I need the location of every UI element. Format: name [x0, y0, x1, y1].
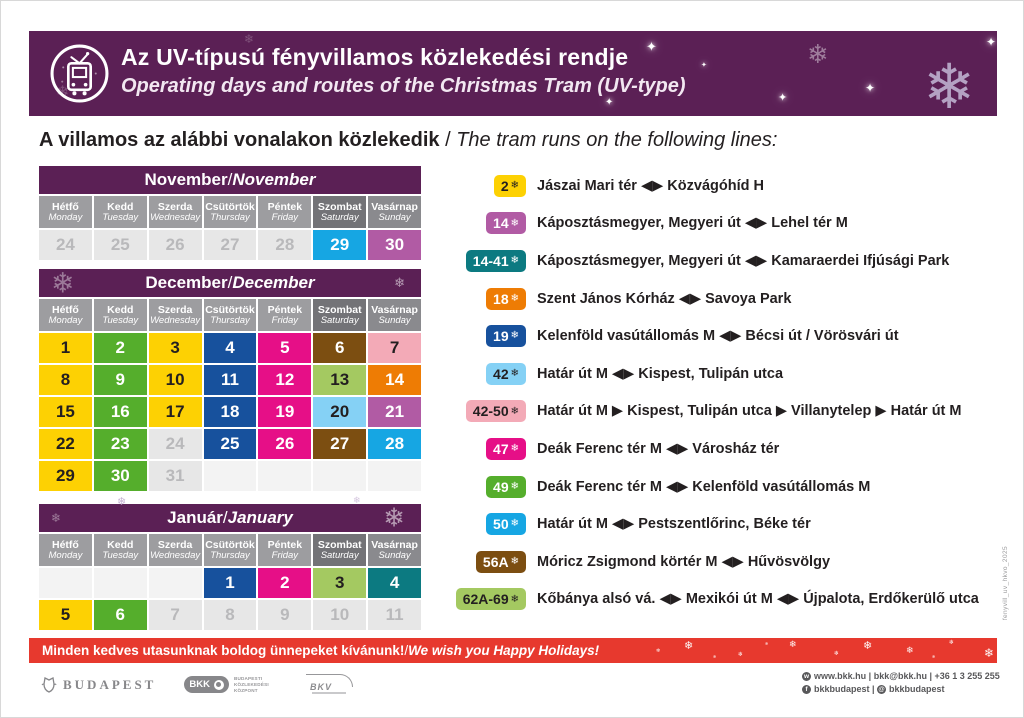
calendar-day-cell: 1: [39, 333, 92, 363]
weekday-header: [149, 299, 202, 331]
snowflake-icon: ❄: [117, 496, 127, 508]
weekday-header: [94, 534, 147, 566]
snowflake-icon: ❄: [383, 502, 405, 533]
calendar-day-cell: 24: [149, 429, 202, 459]
contact-separator: |: [869, 684, 878, 694]
line-number: 47: [493, 440, 509, 457]
calendar-day-cell: 5: [258, 333, 311, 363]
intro-heading: [39, 129, 777, 152]
calendar-day-cell: 13: [313, 365, 366, 395]
calendar-day-cell: 20: [313, 397, 366, 427]
weekday-header: [258, 196, 311, 228]
calendar-title-bar: ❄ Január / January ❄: [39, 504, 421, 532]
line-badge: [476, 551, 526, 573]
calendar-day-cell: 30: [94, 461, 147, 491]
weekday-name-hu: Szerda: [157, 200, 193, 213]
line-number: 50: [493, 516, 509, 533]
line-number: 62A-69: [462, 591, 509, 608]
weekday-name-hu: Szombat: [317, 303, 362, 316]
calendar-day-cell: 1: [204, 568, 257, 598]
instagram-icon: @: [878, 686, 885, 693]
sparkle-icon: ✦: [701, 62, 707, 69]
footer-message-hu: Minden kedves utasunknak boldog ünnepeket kívánunk!: [42, 643, 405, 658]
calendar-day-cell: 15: [39, 397, 92, 427]
intro-separator: /: [439, 129, 457, 151]
line-badge: [466, 400, 526, 422]
route-text: Határ út M ▶ Kispest, Tulipán utca ▶ Villanytelep ▶ Határ út M: [537, 403, 962, 420]
weekday-header: [39, 299, 92, 331]
budapest-logo: [41, 676, 156, 694]
line-badge-wrap: [448, 400, 526, 422]
calendar-november: [39, 166, 421, 262]
line-badge-wrap: [448, 250, 526, 272]
contact-line-social: [802, 683, 1000, 696]
snowflake-icon: ❄: [984, 646, 995, 660]
line-badge: [486, 288, 526, 310]
sparkle-icon: ✦: [865, 81, 876, 95]
calendar-day-cell: 14: [368, 365, 421, 395]
snowflake-icon: ❄: [713, 654, 717, 659]
weekday-name-en: Tuesday: [102, 314, 139, 326]
calendar-day-empty: [39, 568, 92, 598]
calendar-day-cell: 24: [39, 230, 92, 260]
budapest-logo-text: BUDAPEST: [63, 677, 157, 692]
line-badge: [486, 438, 526, 460]
calendar-week-row: [39, 568, 421, 598]
weekday-name-hu: Vasárnap: [371, 538, 418, 551]
line-number: 18: [493, 290, 509, 307]
tram-line-row: [448, 167, 1008, 205]
snowflake-icon: ❄: [932, 654, 936, 659]
weekday-header: [258, 299, 311, 331]
snowflake-icon: ❄: [510, 292, 519, 304]
calendar-day-cell: 11: [204, 365, 257, 395]
calendar-week-row: [39, 600, 421, 630]
route-text: Szent János Kórház ◀▶ Savoya Park: [537, 290, 792, 307]
weekday-name-en: Friday: [271, 314, 299, 326]
calendar-december: [39, 269, 421, 493]
contact-instagram-text: bkkbudapest: [889, 684, 945, 694]
calendar-day-cell: 26: [258, 429, 311, 459]
line-number: 14: [493, 215, 509, 232]
calendar-day-cell: 6: [313, 333, 366, 363]
tram-line-row: [448, 205, 1008, 243]
weekday-name-en: Saturday: [320, 314, 359, 326]
calendar-day-cell: 10: [149, 365, 202, 395]
contact-info: [802, 670, 1000, 696]
calendar-day-cell: 4: [204, 333, 257, 363]
calendar-title-hu: November: [144, 170, 228, 189]
line-badge-wrap: [448, 363, 526, 385]
tram-line-row: [448, 393, 1008, 431]
snowflake-icon: ❄: [789, 639, 797, 649]
calendar-day-cell: 29: [39, 461, 92, 491]
calendar-day-cell: 21: [368, 397, 421, 427]
calendar-title-hu: December: [145, 273, 228, 292]
weekday-name-en: Sunday: [378, 314, 411, 326]
weekday-header: [39, 196, 92, 228]
line-badge: [486, 513, 526, 535]
calendar-day-cell: 19: [258, 397, 311, 427]
calendar-day-cell: 11: [368, 600, 421, 630]
route-text: Káposztásmegyer, Megyeri út ◀▶ Kamaraerdei Ifjúsági Park: [537, 252, 950, 269]
snowflake-icon: ❄: [834, 651, 840, 657]
calendar-day-empty: [258, 461, 311, 491]
calendar-day-cell: 5: [39, 600, 92, 630]
calendar-day-cell: 3: [313, 568, 366, 598]
weekday-name-hu: Szombat: [317, 538, 362, 551]
calendar-day-cell: 23: [94, 429, 147, 459]
calendar-title-bar: ❄ December / December ❄: [39, 269, 421, 297]
calendar-day-cell: 4: [368, 568, 421, 598]
contact-web-text: www.bkk.hu | bkk@bkk.hu | +36 1 3 255 255: [814, 671, 1000, 681]
weekday-name-hu: Csütörtök: [205, 538, 255, 551]
line-badge-wrap: [448, 175, 526, 197]
weekday-header: [368, 196, 421, 228]
weekday-header: [368, 534, 421, 566]
weekday-header: [149, 534, 202, 566]
snowflake-icon: ❄: [56, 84, 70, 101]
calendar-day-cell: 16: [94, 397, 147, 427]
route-text: Deák Ferenc tér M ◀▶ Városház tér: [537, 440, 780, 457]
weekday-name-hu: Szerda: [157, 303, 193, 316]
line-badge-wrap: [448, 325, 526, 347]
snowflake-icon: ❄: [510, 180, 519, 192]
line-number: 42: [493, 365, 509, 382]
weekday-name-hu: Péntek: [267, 303, 303, 316]
sparkle-icon: ✦: [986, 35, 997, 49]
weekday-header: [94, 196, 147, 228]
snowflake-icon: ❄: [51, 267, 75, 299]
weekday-name-en: Friday: [271, 211, 299, 223]
weekday-name-hu: Szerda: [157, 538, 193, 551]
route-text: Kelenföld vasútállomás M ◀▶ Bécsi út / Vörösvári út: [537, 328, 899, 345]
weekday-header: [313, 196, 366, 228]
footer-separator: /: [404, 643, 409, 658]
snowflake-icon: ❄: [510, 368, 519, 380]
calendar-day-empty: [204, 461, 257, 491]
calendar-day-cell: 22: [39, 429, 92, 459]
snowflake-icon: ❄: [510, 330, 519, 342]
weekday-name-en: Monday: [48, 211, 83, 223]
calendar-day-cell: 2: [94, 333, 147, 363]
weekday-header: [313, 534, 366, 566]
poster-title-hu: Az UV-típusú fényvillamos közlekedési rendje: [121, 44, 629, 70]
tram-line-row: [448, 505, 1008, 543]
snowflake-icon: ❄: [510, 405, 519, 417]
weekday-name-hu: Csütörtök: [205, 303, 255, 316]
weekday-header-row: [39, 534, 421, 566]
snowflake-icon: ❄: [923, 53, 975, 122]
calendar-week-row: [39, 365, 421, 395]
sparkle-icon: ✦: [778, 92, 788, 104]
snowflake-icon: ❄: [510, 255, 519, 267]
calendar-title-en: November: [232, 170, 316, 189]
line-number: 14-41: [472, 252, 509, 269]
calendar-day-cell: 2: [258, 568, 311, 598]
calendar-day-cell: 7: [149, 600, 202, 630]
route-text: Káposztásmegyer, Megyeri út ◀▶ Lehel tér M: [537, 215, 848, 232]
calendar-day-cell: 18: [204, 397, 257, 427]
route-text: Deák Ferenc tér M ◀▶ Kelenföld vasútállomás M: [537, 478, 871, 495]
budapest-crest-icon: [41, 676, 57, 694]
weekday-name-hu: Péntek: [267, 538, 303, 551]
weekday-header: [39, 534, 92, 566]
weekday-name-en: Tuesday: [102, 549, 139, 561]
footer-message-bar: [29, 638, 997, 663]
tram-line-row: [448, 430, 1008, 468]
calendar-day-cell: 9: [94, 365, 147, 395]
weekday-header-row: [39, 299, 421, 331]
line-badge: [486, 325, 526, 347]
weekday-name-en: Thursday: [210, 211, 250, 223]
weekday-header: [204, 196, 257, 228]
snowflake-icon: ❄: [510, 443, 519, 455]
bkk-ring-icon: [214, 680, 224, 690]
calendar-day-cell: 7: [368, 333, 421, 363]
weekday-header: [368, 299, 421, 331]
weekday-name-en: Friday: [271, 549, 299, 561]
snowflake-icon: ❄: [51, 511, 62, 525]
file-note: fenyvill_uv_hkvo_2025: [1002, 546, 1009, 621]
weekday-header: [94, 299, 147, 331]
weekday-name-en: Saturday: [320, 211, 359, 223]
weekday-name-hu: Kedd: [107, 303, 134, 316]
weekday-name-en: Saturday: [320, 549, 359, 561]
calendar-title-hu: Január: [167, 508, 223, 527]
snowflake-icon: ❄: [863, 640, 873, 652]
snowflake-icon: ❄: [353, 495, 361, 505]
weekday-name-hu: Hétfő: [52, 538, 79, 551]
line-badge: [494, 175, 526, 197]
tram-line-row: [448, 317, 1008, 355]
line-number: 2: [500, 177, 509, 194]
tram-line-row: [448, 280, 1008, 318]
weekday-name-en: Sunday: [378, 549, 411, 561]
calendar-day-cell: 28: [258, 230, 311, 260]
line-number: 19: [493, 328, 509, 345]
bkv-logo: [306, 674, 356, 696]
weekday-name-en: Wednesday: [150, 314, 201, 326]
weekday-name-hu: Péntek: [267, 200, 303, 213]
calendar-day-cell: 30: [368, 230, 421, 260]
calendar-day-cell: 6: [94, 600, 147, 630]
line-badge-wrap: [448, 513, 526, 535]
route-text: Határ út M ◀▶ Pestszentlőrinc, Béke tér: [537, 516, 811, 533]
weekday-name-en: Monday: [48, 549, 83, 561]
sparkle-icon: ✦: [605, 97, 614, 108]
header-titles: [121, 44, 686, 98]
line-badge-wrap: [448, 588, 526, 610]
calendar-week-row: [39, 397, 421, 427]
calendar-day-cell: 17: [149, 397, 202, 427]
snowflake-icon: ❄: [394, 275, 405, 290]
tram-line-row: [448, 242, 1008, 280]
line-number: 49: [493, 478, 509, 495]
line-badge-wrap: [448, 212, 526, 234]
calendar-week-row: [39, 429, 421, 459]
snowflake-icon: ❄: [906, 645, 914, 655]
tram-line-row: [448, 543, 1008, 581]
calendar-day-cell: 27: [313, 429, 366, 459]
line-badge-wrap: [448, 551, 526, 573]
weekday-name-en: Monday: [48, 314, 83, 326]
calendar-day-cell: 10: [313, 600, 366, 630]
bkv-logo-subtext: [312, 692, 346, 694]
calendar-day-cell: 25: [94, 230, 147, 260]
contact-line-web: [802, 670, 1000, 683]
logo-strip: [41, 674, 356, 696]
weekday-name-en: Sunday: [378, 211, 411, 223]
bkv-logo-text: BKV: [309, 682, 332, 692]
calendar-day-cell: 31: [149, 461, 202, 491]
line-number: 56A: [482, 553, 509, 570]
calendar-day-empty: [313, 461, 366, 491]
bkk-logo-subtext: BUDAPESTI KÖZLEKEDÉSI KÖZPONT: [233, 676, 269, 693]
calendar-day-empty: [94, 568, 147, 598]
bkk-logo-text: BKK: [189, 679, 210, 691]
snowflake-icon: ❄: [765, 641, 769, 646]
line-badge: [486, 476, 526, 498]
line-number: 42-50: [472, 403, 509, 420]
calendar-day-cell: 28: [368, 429, 421, 459]
calendar-day-cell: 29: [313, 230, 366, 260]
contact-facebook-text: bkkbudapest: [814, 684, 870, 694]
tram-line-row: [448, 581, 1008, 619]
snowflake-icon: ❄: [510, 480, 519, 492]
calendar-week-row: [39, 230, 421, 260]
bkk-logo-pill: [184, 676, 229, 693]
weekday-name-en: Thursday: [210, 549, 250, 561]
globe-icon: w: [803, 673, 810, 680]
route-text: Jászai Mari tér ◀▶ Közvágóhíd H: [537, 177, 764, 194]
weekday-name-hu: Hétfő: [52, 303, 79, 316]
calendar-week-row: [39, 461, 421, 491]
snowflake-icon: ❄: [807, 39, 829, 69]
weekday-header: [204, 299, 257, 331]
calendar-day-cell: 27: [204, 230, 257, 260]
weekday-name-hu: Kedd: [107, 538, 134, 551]
footer-message-en: We wish you Happy Holidays!: [408, 643, 600, 658]
weekday-name-hu: Kedd: [107, 200, 134, 213]
line-badge: [486, 363, 526, 385]
route-text: Móricz Zsigmond körtér M ◀▶ Hűvösvölgy: [537, 553, 831, 570]
calendar-january: [39, 504, 421, 632]
intro-heading-en: The tram runs on the following lines:: [456, 129, 778, 151]
calendar-day-cell: 26: [149, 230, 202, 260]
snowflake-icon: ❄: [684, 640, 694, 652]
tram-line-row: [448, 468, 1008, 506]
calendar-day-empty: [149, 568, 202, 598]
snowflake-icon: ❄: [949, 640, 955, 646]
route-text: Kőbánya alsó vá. ◀▶ Mexikói út M ◀▶ Újpalota, Erdőkerülő utca: [537, 591, 979, 608]
weekday-name-en: Tuesday: [102, 211, 139, 223]
weekday-name-hu: Vasárnap: [371, 303, 418, 316]
weekday-header-row: [39, 196, 421, 228]
calendar-day-cell: 3: [149, 333, 202, 363]
snowflake-icon: ❄: [510, 593, 519, 605]
line-badge-wrap: [448, 288, 526, 310]
route-text: Határ út M ◀▶ Kispest, Tulipán utca: [537, 365, 784, 382]
weekday-header: [313, 299, 366, 331]
calendar-day-cell: 25: [204, 429, 257, 459]
line-badge: [456, 588, 526, 610]
tram-line-row: [448, 355, 1008, 393]
poster-title-en: Operating days and routes of the Christmas Tram (UV-type): [121, 75, 686, 97]
line-badge-wrap: [448, 476, 526, 498]
calendar-day-cell: 8: [39, 365, 92, 395]
line-badge: [466, 250, 526, 272]
snowflake-icon: ❄: [244, 32, 255, 46]
weekday-name-en: Wednesday: [150, 211, 201, 223]
weekday-header: [258, 534, 311, 566]
snowflake-icon: ❄: [738, 652, 744, 658]
intro-heading-hu: A villamos az alábbi vonalakon közlekedik: [39, 129, 440, 151]
weekday-name-hu: Vasárnap: [371, 200, 418, 213]
tram-line-legend: [448, 167, 1009, 621]
calendar-title-en: January: [227, 508, 293, 527]
weekday-header: [149, 196, 202, 228]
calendar-day-cell: 8: [204, 600, 257, 630]
snowflake-icon: ❄: [510, 518, 519, 530]
snowflake-icon: ❄: [510, 555, 519, 567]
snowflake-icon: ❄: [510, 217, 519, 229]
calendar-day-cell: 12: [258, 365, 311, 395]
line-badge-wrap: [448, 438, 526, 460]
calendar-week-row: [39, 333, 421, 363]
calendar-day-empty: [368, 461, 421, 491]
calendar-title-bar: November / November: [39, 166, 421, 194]
snowflake-icon: ❄: [656, 648, 661, 654]
weekday-name-hu: Szombat: [317, 200, 362, 213]
weekday-name-hu: Hétfő: [52, 200, 79, 213]
weekday-name-en: Thursday: [210, 314, 250, 326]
header-banner: [29, 31, 997, 116]
calendar-title-en: December: [232, 273, 315, 292]
line-badge: [486, 212, 526, 234]
weekday-header: [204, 534, 257, 566]
weekday-name-hu: Csütörtök: [205, 200, 255, 213]
calendar-day-cell: 9: [258, 600, 311, 630]
weekday-name-en: Wednesday: [150, 549, 201, 561]
sparkle-icon: ✦: [646, 39, 657, 54]
bkk-logo: [184, 676, 278, 693]
facebook-icon: f: [802, 685, 811, 694]
